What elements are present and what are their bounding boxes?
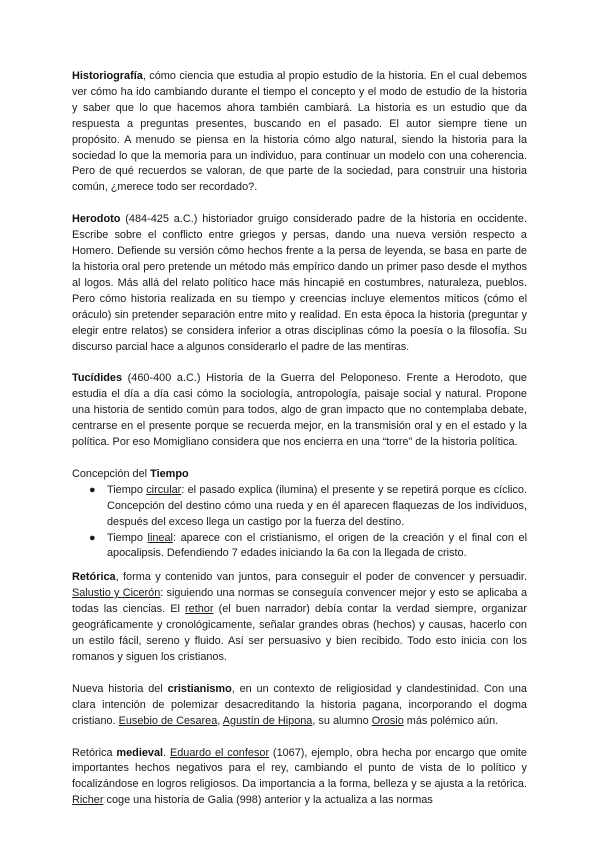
term-agustin: Agustín de Hipona xyxy=(222,714,313,727)
paragraph-text: . xyxy=(163,746,170,759)
paragraph-historiografia xyxy=(72,69,527,196)
term-lineal: lineal xyxy=(147,531,173,544)
paragraph-text: , su alumno xyxy=(312,714,372,727)
paragraph-text: (484-425 a.C.) historiador gruigo considerado padre de la historia en occidente. Escribe sobre el conflicto entre griegos y persas, dando una nueva versión respecto a Homero. Defiende su versión cómo hechos frente a la persa de leyenda, se basa en parte de la historia oral pero pretende un método más empírico dando un primer paso desde el mythos al logos. Más allá del relato político hace más hincapié en costumbres, naturaleza, pueblos. Pero cómo historia realizada en su tiempo y creencias incluye elementos míticos (cómo el oráculo) sin pretender separación entre mito y realidad. En esta época la historia (preguntar y elegir entre relatos) se considera inferior a otras disciplinas cómo la poesía o la filosofía. Su discurso parcial hace a algunos considerarlo el padre de las mentiras. xyxy=(72,213,527,353)
paragraph-text: (el buen narrador) debía contar la verdad siempre, organizar geográficamente y cronológicamente, señalar grandes obras (hechos) y causas, hacerlo con un estilo fácil, sereno y fluido. Así ser persuasivo y bien recibido. Todo esto inicia con los romanos y siguen los cristianos. xyxy=(72,603,527,663)
paragraph-text: Nueva historia del xyxy=(72,682,168,695)
term-rethor: rethor xyxy=(185,603,214,616)
paragraph-text: , cómo ciencia que estudia al propio estudio de la historia. En el cual debemos ver cómo ha ido cambiando durante el tiempo el concepto y el modo de estudio de la historia y saber que lo que hacemos ahora también cambiará. La historia es un estudio que da respuesta a preguntas presentes, buscando en el pasado. El autor siempre tiene un propósito. A menudo se piensa en la historia cómo algo natural, siendo la historia para la sociedad lo que la memoria para un individuo, para continuar un modelo con una coherencia. Pero de qué recuerdos se valoran, de que parte de la sociedad, para construir una historia común, ¿merece todo ser recordado?. xyxy=(72,70,527,194)
paragraph-text: (460-400 a.C.) Historia de la Guerra del Peloponeso. Frente a Herodoto, que estudia el día a día casi cómo la sociología, antropología, paisaje social y natural. Propone una historia de sentido común para todos, algo de gran impacto que no contemplaba debate, centrarse en el presente porque se recuerda mejor, en la transmisión oral y en el estado y la política. Por eso Momigliano considera que nos encierra en una “torre” de la historia política. xyxy=(72,372,527,449)
term-eusebio: Eusebio de Cesarea xyxy=(118,714,218,727)
list-item-pre: Tiempo xyxy=(107,483,147,496)
term-herodoto: Herodoto xyxy=(72,213,121,226)
paragraph-tiempo-heading xyxy=(72,467,527,483)
paragraph-cristianismo xyxy=(72,682,527,730)
list-item-tiempo-lineal xyxy=(89,531,528,563)
paragraph-text: , en un contexto de religiosidad y clandestinidad. Con una clara intención de polemizar desacreditando la historia pagana, incorporando el dogma cristiano. xyxy=(72,682,527,727)
term-cristianismo: cristianismo xyxy=(167,682,232,695)
paragraph-text: , forma y contenido van juntos, para conseguir el poder de convencer y persuadir. xyxy=(115,571,527,584)
paragraph-text: (1067), ejemplo, obra hecha por encargo que omite importantes hechos negativos para el rey, cambiando el punto de vista de lo político y focalizándose en logros religiosos. Da importancia a la forma, belleza y se ajusta a la retórica. xyxy=(72,746,527,791)
term-eduardo: Eduardo el confesor xyxy=(169,746,270,759)
paragraph-text: más polémico aún. xyxy=(403,714,499,727)
term-tucidides: Tucídides xyxy=(72,372,123,385)
term-richer: Richer xyxy=(72,794,104,807)
term-orosio: Orosio xyxy=(371,714,404,727)
paragraph-text: Retórica xyxy=(72,746,117,759)
paragraph-tucidides xyxy=(72,371,527,451)
term-circular: circular xyxy=(146,483,182,496)
term-historiografia: Historiografía xyxy=(72,70,143,82)
term-tiempo: Tiempo xyxy=(150,467,189,480)
paragraph-retorica xyxy=(72,570,527,665)
tiempo-list xyxy=(72,483,527,563)
bullet-icon: ● xyxy=(89,531,96,544)
paragraph-text: coge una historia de Galia (998) anterior y la actualiza a las normas xyxy=(103,794,433,807)
list-item-text: : aparece con el cristianismo, el origen de la creación y el final con el apocalipsis. Defendiendo 7 edades iniciando la 6a con la llegada de cristo. xyxy=(107,531,528,560)
list-item-text: : el pasado explica (ilumina) el presente y se repetirá porque es cíclico. Concepción del destino cómo una rueda y en él aparecen flaquezas de los individuos, después del exceso llega un castigo por la fuerza del destino. xyxy=(107,483,528,528)
bullet-icon: ● xyxy=(89,483,96,496)
list-item-tiempo-circular xyxy=(89,483,528,531)
term-retorica: Retórica xyxy=(72,571,116,584)
paragraph-medieval xyxy=(72,746,527,810)
paragraph-herodoto xyxy=(72,212,527,355)
tiempo-lead: Concepción del xyxy=(72,467,151,480)
separator-text: , xyxy=(217,714,223,727)
term-medieval: medieval xyxy=(116,746,164,759)
paragraph-text: : siguiendo una normas se conseguía convencer mejor y esto se aplicaba a todas las ciencias. El xyxy=(72,587,528,616)
term-salustio-ciceron: Salustio y Cicerón xyxy=(72,587,161,600)
list-item-pre: Tiempo xyxy=(107,531,148,544)
